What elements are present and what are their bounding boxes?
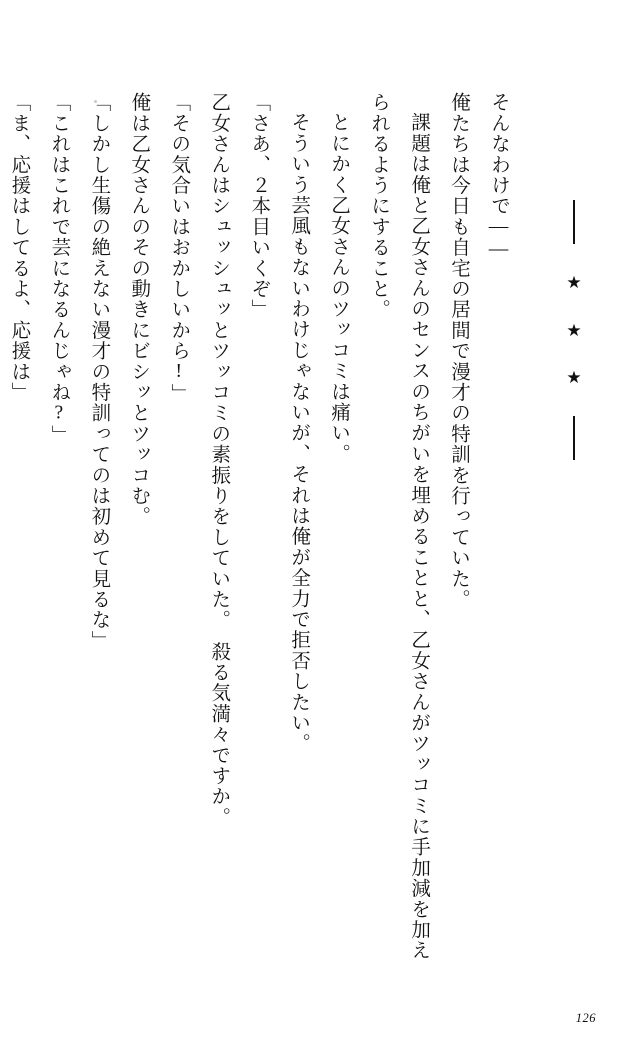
paragraph: 課題は俺と乙女さんのセンスのちがいを埋めることと、乙女さんがツッコミに手加減を加えられるようにすること。 bbox=[368, 92, 430, 961]
paragraph: 「ま、応援はしてるよ、応援は」 bbox=[8, 92, 30, 403]
paragraph: そういう芸風もないわけじゃないが、それは俺が全力で拒否したい。 bbox=[288, 111, 310, 754]
scene-break-ornament bbox=[552, 200, 596, 460]
paragraph: 俺たちは今日も自宅の居間で漫才の特訓を行っていた。 bbox=[448, 92, 470, 610]
page-number: 126 bbox=[575, 1011, 596, 1025]
paragraph: とにかく乙女さんのツッコミは痛い。 bbox=[328, 111, 350, 464]
star-icon: ★ bbox=[566, 273, 582, 293]
paragraph: 俺は乙女さんのその動きにビシッとツッコむ。 bbox=[128, 92, 150, 527]
star-icon: ★ bbox=[566, 320, 582, 340]
body-text bbox=[8, 92, 518, 972]
ornament-rule-top bbox=[573, 200, 575, 244]
paragraph: 「その気合いはおかしいから!」 bbox=[168, 92, 190, 404]
paragraph: 「さあ、２本目いくぞ」 bbox=[248, 92, 270, 320]
paragraph: 「しかし生傷の絶えない漫才の特訓ってのは初めて見るな」 bbox=[88, 92, 110, 651]
star-icon: ★ bbox=[566, 367, 582, 387]
paragraph: 乙女さんはシュッシュッとツッコミの素振りをしていた。 殺る気満々ですか。 bbox=[208, 92, 230, 828]
ornament-rule-bottom bbox=[573, 416, 575, 460]
paragraph: そんなわけで―― bbox=[488, 92, 509, 261]
paragraph: 「これはこれで芸になるんじゃね?」 bbox=[48, 92, 70, 446]
